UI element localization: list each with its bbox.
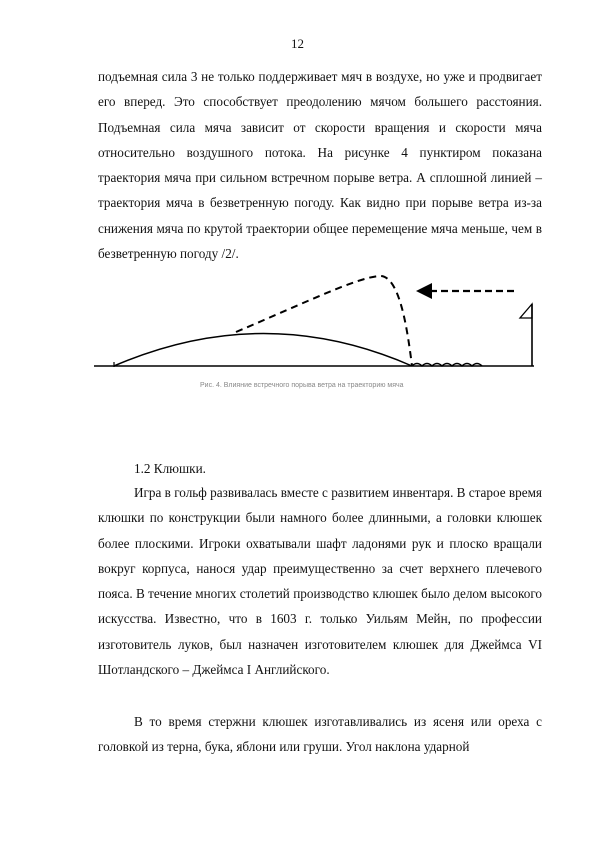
paragraph-club-materials: В то время стержни клюшек изготавливались из ясеня или ореха с головкой из терна, бука, яблони или груши. Угол наклона ударной: [98, 714, 542, 755]
calm-trajectory: [114, 334, 412, 367]
paragraph-lift-force: подъемная сила 3 не только поддерживает мяч в воздухе, но уже и продвигает его вперед. Это способствует преодолению мячом большего расстояния. Подъемная сила мяча зависит от скорости вращения и скорости мяча относительно воздушного потока. На рисунке 4 пунктиром показана траектория мяча при сильном встречном порыве ветра. А сплошной линией – траектория мяча в безветренную погоду. Как видно при порыве ветра из-за снижения мяча по крутой траектории общее перемещение мяча меньше, чем в безветренную погоду /2/.: [98, 69, 542, 262]
trajectory-figure: [94, 266, 546, 396]
flag: [520, 304, 532, 318]
headwind-trajectory: [236, 276, 412, 366]
figure-caption: Рис. 4. Влияние встречного порыва ветра на траекторию мяча: [200, 382, 404, 389]
section-heading: 1.2 Клюшки.: [134, 461, 206, 476]
trajectory-diagram: [94, 266, 546, 396]
paragraph-clubs-history: Игра в гольф развивалась вместе с развитием инвентаря. В старое время клюшки по конструкции были намного более длинными, а головки клюшек более плоскими. Игроки охватывали шафт ладонями рук и плоско вращали вокруг корпуса, нанося удар преимущественно за счет верхнего плечевого пояса. В течение многих столетий производство клюшек было делом высокого искусства. Известно, что в 1603 г. только Уильям Мейн, по профессии изготовитель луков, был назначен изготовителем клюшек для Джеймса VI Шотландского – Джеймса I Английского.: [98, 485, 542, 678]
page-number: 12: [291, 36, 304, 51]
wind-arrow-head: [416, 283, 432, 299]
